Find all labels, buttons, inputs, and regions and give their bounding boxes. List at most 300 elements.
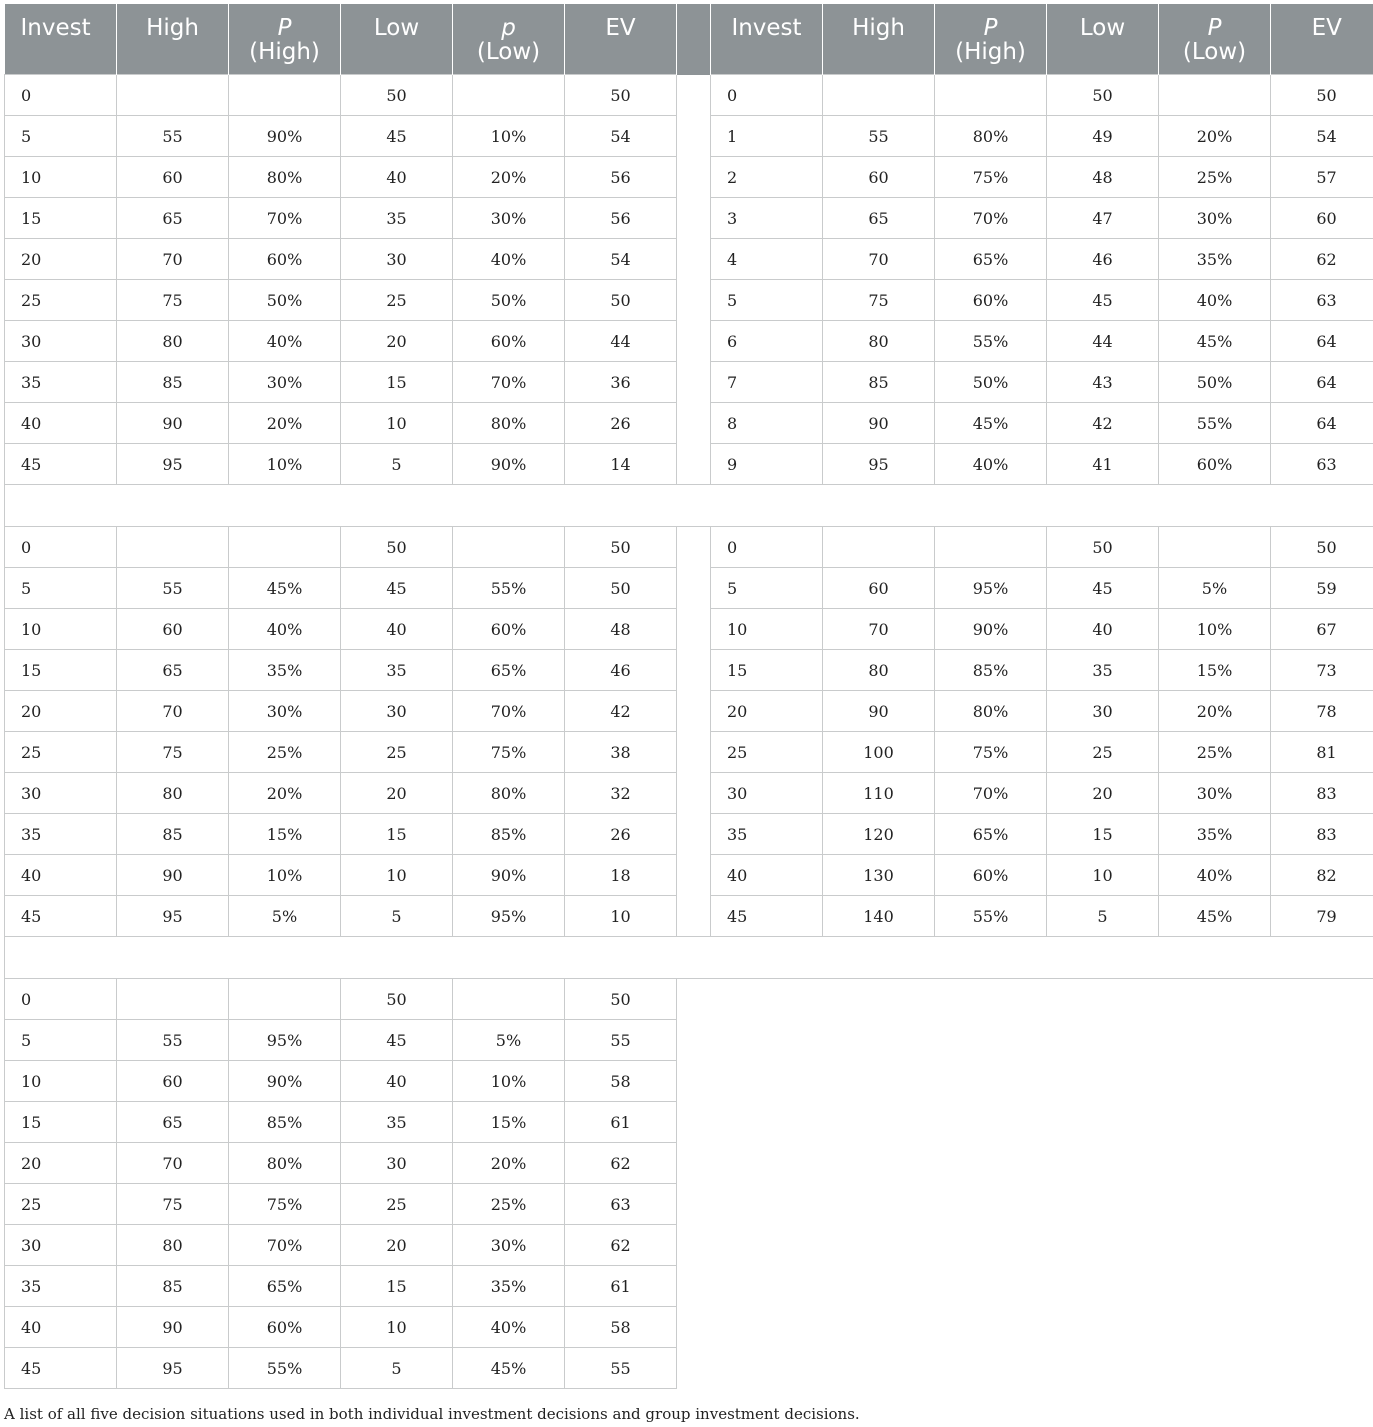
cell-low: 5: [1047, 896, 1159, 937]
cell-invest: 45: [711, 896, 823, 937]
cell-p-low: 60%: [453, 609, 565, 650]
cell-invest: 20: [5, 239, 117, 280]
cell-invest: 10: [5, 609, 117, 650]
cell-low: 15: [341, 814, 453, 855]
cell-p-low: 60%: [1159, 444, 1271, 485]
table-row: [5, 116, 1373, 157]
cell-ev: 50: [565, 568, 677, 609]
column-gap: [677, 239, 711, 280]
cell-high: 65: [117, 198, 229, 239]
cell-high: 70: [823, 239, 935, 280]
table-row: [5, 403, 1373, 444]
cell-ev: 83: [1271, 773, 1373, 814]
cell-low: 15: [341, 1266, 453, 1307]
cell-p-low: 20%: [453, 1143, 565, 1184]
cell-low: 40: [341, 609, 453, 650]
cell-p-low: 15%: [1159, 650, 1271, 691]
cell-p-high: 55%: [229, 1348, 341, 1389]
table-row: [5, 280, 1373, 321]
cell-p-low: 25%: [453, 1184, 565, 1225]
cell-ev: 81: [1271, 732, 1373, 773]
cell-p-low: 35%: [453, 1266, 565, 1307]
table-row: [5, 1184, 1373, 1225]
cell-ev: 60: [1271, 198, 1373, 239]
cell-low: 45: [341, 1020, 453, 1061]
cell-ev: 50: [565, 527, 677, 568]
cell-ev: 26: [565, 814, 677, 855]
cell-p-high: [935, 527, 1047, 568]
cell-p-low: 20%: [1159, 116, 1271, 157]
cell-p-high: 45%: [935, 403, 1047, 444]
cell-high: 110: [823, 773, 935, 814]
cell-high: 80: [117, 773, 229, 814]
cell-p-high: 60%: [935, 855, 1047, 896]
cell-p-high: 70%: [935, 198, 1047, 239]
cell-low: 49: [1047, 116, 1159, 157]
cell-invest: 5: [5, 1020, 117, 1061]
cell-low: 25: [341, 1184, 453, 1225]
cell-p-high: 60%: [935, 280, 1047, 321]
column-gap: [677, 1184, 1373, 1225]
cell-invest: 15: [5, 650, 117, 691]
cell-invest: 35: [5, 1266, 117, 1307]
cell-low: 30: [1047, 691, 1159, 732]
cell-high: 70: [117, 1143, 229, 1184]
header-invest-left: Invest: [5, 4, 117, 75]
cell-p-high: 80%: [229, 1143, 341, 1184]
cell-low: 45: [1047, 568, 1159, 609]
cell-p-high: 55%: [935, 321, 1047, 362]
cell-invest: 5: [5, 116, 117, 157]
cell-invest: 0: [711, 527, 823, 568]
column-gap: [677, 855, 711, 896]
table-row: [5, 568, 1373, 609]
cell-invest: 15: [5, 198, 117, 239]
cell-p-low: 20%: [1159, 691, 1271, 732]
cell-p-high: 80%: [935, 116, 1047, 157]
column-gap: [677, 609, 711, 650]
cell-p-low: 55%: [1159, 403, 1271, 444]
table-row: [5, 1143, 1373, 1184]
cell-p-high: 80%: [935, 691, 1047, 732]
cell-p-high: 95%: [229, 1020, 341, 1061]
cell-high: 95: [117, 444, 229, 485]
header-ev-right: EV: [1271, 4, 1373, 75]
cell-high: 90: [823, 403, 935, 444]
cell-ev: 50: [565, 280, 677, 321]
table-row: [5, 1061, 1373, 1102]
cell-p-low: 30%: [453, 1225, 565, 1266]
cell-invest: 5: [711, 568, 823, 609]
cell-invest: 9: [711, 444, 823, 485]
table-row: [5, 1102, 1373, 1143]
cell-p-high: 25%: [229, 732, 341, 773]
cell-p-high: 45%: [229, 568, 341, 609]
cell-p-low: [1159, 527, 1271, 568]
cell-p-low: 50%: [453, 280, 565, 321]
cell-p-high: 50%: [229, 280, 341, 321]
cell-high: 85: [117, 1266, 229, 1307]
cell-p-low: 40%: [453, 1307, 565, 1348]
cell-p-low: 25%: [1159, 732, 1271, 773]
cell-p-high: 65%: [229, 1266, 341, 1307]
cell-ev: 50: [565, 979, 677, 1020]
cell-p-low: 65%: [453, 650, 565, 691]
column-gap: [677, 444, 711, 485]
cell-low: 10: [1047, 855, 1159, 896]
header-p-low-left: p (Low): [453, 4, 565, 75]
cell-ev: 54: [565, 239, 677, 280]
cell-ev: 67: [1271, 609, 1373, 650]
cell-high: 100: [823, 732, 935, 773]
table-row: [5, 444, 1373, 485]
table-row: [5, 691, 1373, 732]
table-container: [4, 4, 1369, 1389]
column-gap: [677, 157, 711, 198]
cell-p-high: [229, 979, 341, 1020]
cell-low: 35: [341, 1102, 453, 1143]
cell-invest: 10: [5, 1061, 117, 1102]
cell-ev: 78: [1271, 691, 1373, 732]
cell-ev: 55: [565, 1020, 677, 1061]
header-p-high-left: P (High): [229, 4, 341, 75]
cell-p-high: 65%: [935, 814, 1047, 855]
cell-low: 20: [1047, 773, 1159, 814]
table-row: [5, 1225, 1373, 1266]
cell-ev: 14: [565, 444, 677, 485]
cell-low: 41: [1047, 444, 1159, 485]
cell-p-low: 70%: [453, 362, 565, 403]
separator-cell: [5, 485, 1373, 527]
cell-high: 60: [823, 157, 935, 198]
cell-p-high: 90%: [935, 609, 1047, 650]
cell-p-high: 15%: [229, 814, 341, 855]
cell-invest: 35: [711, 814, 823, 855]
cell-invest: 10: [711, 609, 823, 650]
cell-ev: 32: [565, 773, 677, 814]
cell-p-low: 90%: [453, 855, 565, 896]
cell-high: 60: [823, 568, 935, 609]
cell-p-high: 85%: [229, 1102, 341, 1143]
cell-p-low: 15%: [453, 1102, 565, 1143]
column-gap: [677, 527, 711, 568]
cell-high: 75: [823, 280, 935, 321]
cell-high: 80: [823, 650, 935, 691]
section-separator: [5, 485, 1373, 527]
cell-low: 20: [341, 321, 453, 362]
cell-p-low: [1159, 75, 1271, 116]
cell-high: 85: [823, 362, 935, 403]
cell-invest: 6: [711, 321, 823, 362]
cell-low: 45: [341, 568, 453, 609]
cell-p-low: 10%: [453, 116, 565, 157]
cell-high: 55: [117, 116, 229, 157]
cell-invest: 25: [5, 1184, 117, 1225]
cell-invest: 35: [5, 814, 117, 855]
cell-invest: 40: [5, 1307, 117, 1348]
cell-p-low: 75%: [453, 732, 565, 773]
cell-high: 80: [117, 321, 229, 362]
cell-ev: 18: [565, 855, 677, 896]
cell-low: 50: [341, 527, 453, 568]
cell-high: 70: [823, 609, 935, 650]
cell-high: 55: [823, 116, 935, 157]
cell-low: 46: [1047, 239, 1159, 280]
cell-low: 10: [341, 855, 453, 896]
cell-p-low: 85%: [453, 814, 565, 855]
cell-invest: 7: [711, 362, 823, 403]
cell-ev: 58: [565, 1061, 677, 1102]
table-row: [5, 527, 1373, 568]
cell-low: 44: [1047, 321, 1159, 362]
cell-ev: 56: [565, 198, 677, 239]
cell-p-low: 50%: [1159, 362, 1271, 403]
table-row: [5, 650, 1373, 691]
header-row: [5, 4, 1373, 75]
cell-invest: 2: [711, 157, 823, 198]
cell-invest: 25: [5, 732, 117, 773]
cell-p-high: 30%: [229, 691, 341, 732]
table-row: [5, 896, 1373, 937]
column-gap: [677, 773, 711, 814]
cell-p-low: 10%: [453, 1061, 565, 1102]
table-row: [5, 1307, 1373, 1348]
cell-p-high: 95%: [935, 568, 1047, 609]
cell-p-low: 20%: [453, 157, 565, 198]
column-gap: [677, 1143, 1373, 1184]
cell-high: 95: [117, 1348, 229, 1389]
cell-p-high: 40%: [935, 444, 1047, 485]
header-invest-right: Invest: [711, 4, 823, 75]
cell-p-high: [229, 527, 341, 568]
cell-invest: 0: [5, 979, 117, 1020]
cell-ev: 59: [1271, 568, 1373, 609]
column-gap: [677, 403, 711, 444]
cell-high: 75: [117, 280, 229, 321]
cell-ev: 64: [1271, 321, 1373, 362]
cell-low: 10: [341, 403, 453, 444]
column-gap: [677, 198, 711, 239]
column-gap: [677, 650, 711, 691]
table-row: [5, 75, 1373, 116]
cell-high: 90: [117, 403, 229, 444]
cell-p-high: 75%: [935, 732, 1047, 773]
cell-high: 65: [117, 650, 229, 691]
cell-p-low: 35%: [1159, 239, 1271, 280]
cell-p-low: 30%: [1159, 198, 1271, 239]
column-gap: [677, 896, 711, 937]
table-row: [5, 157, 1373, 198]
cell-high: 95: [117, 896, 229, 937]
table-row: [5, 198, 1373, 239]
cell-invest: 25: [711, 732, 823, 773]
cell-invest: 40: [711, 855, 823, 896]
cell-invest: 0: [711, 75, 823, 116]
table-row: [5, 1348, 1373, 1389]
cell-invest: 8: [711, 403, 823, 444]
cell-high: 80: [823, 321, 935, 362]
cell-p-low: 80%: [453, 403, 565, 444]
cell-invest: 20: [5, 1143, 117, 1184]
cell-ev: 63: [565, 1184, 677, 1225]
cell-ev: 44: [565, 321, 677, 362]
cell-high: 70: [117, 691, 229, 732]
column-gap: [677, 280, 711, 321]
cell-ev: 73: [1271, 650, 1373, 691]
cell-invest: 40: [5, 403, 117, 444]
column-gap: [677, 362, 711, 403]
cell-invest: 45: [5, 1348, 117, 1389]
cell-high: 60: [117, 1061, 229, 1102]
cell-ev: 62: [565, 1143, 677, 1184]
table-caption: A list of all five decision situations used in both individual investment decisions and group investment decisions.: [4, 1405, 860, 1423]
cell-p-high: 70%: [935, 773, 1047, 814]
cell-ev: 82: [1271, 855, 1373, 896]
cell-low: 42: [1047, 403, 1159, 444]
separator-cell: [5, 937, 1373, 979]
cell-low: 40: [1047, 609, 1159, 650]
table-body: [5, 75, 1373, 1389]
cell-high: 55: [117, 1020, 229, 1061]
cell-low: 20: [341, 773, 453, 814]
cell-invest: 30: [711, 773, 823, 814]
cell-p-high: 35%: [229, 650, 341, 691]
cell-p-high: 20%: [229, 773, 341, 814]
cell-high: 75: [117, 732, 229, 773]
cell-low: 5: [341, 444, 453, 485]
header-high-left: High: [117, 4, 229, 75]
cell-ev: 63: [1271, 444, 1373, 485]
cell-p-high: [935, 75, 1047, 116]
cell-p-high: 40%: [229, 321, 341, 362]
cell-ev: 61: [565, 1102, 677, 1143]
cell-low: 25: [1047, 732, 1159, 773]
header-high-right: High: [823, 4, 935, 75]
cell-low: 35: [341, 650, 453, 691]
section-separator: [5, 937, 1373, 979]
cell-p-high: [229, 75, 341, 116]
header-gap: [677, 4, 711, 75]
cell-ev: 50: [1271, 527, 1373, 568]
column-gap: [677, 321, 711, 362]
cell-ev: 54: [565, 116, 677, 157]
column-gap: [677, 732, 711, 773]
cell-p-high: 20%: [229, 403, 341, 444]
cell-p-low: 5%: [1159, 568, 1271, 609]
cell-p-low: 80%: [453, 773, 565, 814]
cell-invest: 35: [5, 362, 117, 403]
cell-low: 25: [341, 280, 453, 321]
cell-p-low: 70%: [453, 691, 565, 732]
cell-p-high: 85%: [935, 650, 1047, 691]
cell-p-low: 35%: [1159, 814, 1271, 855]
cell-p-low: [453, 75, 565, 116]
cell-high: 55: [117, 568, 229, 609]
cell-high: 130: [823, 855, 935, 896]
table-row: [5, 814, 1373, 855]
cell-high: 80: [117, 1225, 229, 1266]
cell-invest: 5: [5, 568, 117, 609]
cell-p-low: 40%: [1159, 280, 1271, 321]
cell-high: [823, 527, 935, 568]
cell-invest: 30: [5, 321, 117, 362]
cell-p-high: 65%: [935, 239, 1047, 280]
cell-invest: 20: [711, 691, 823, 732]
column-gap: [677, 979, 1373, 1020]
cell-p-high: 10%: [229, 444, 341, 485]
cell-p-high: 80%: [229, 157, 341, 198]
cell-p-high: 50%: [935, 362, 1047, 403]
cell-low: 43: [1047, 362, 1159, 403]
cell-ev: 36: [565, 362, 677, 403]
decision-situations-table: [4, 4, 1373, 1389]
cell-p-low: 30%: [453, 198, 565, 239]
cell-invest: 15: [711, 650, 823, 691]
cell-p-low: [453, 527, 565, 568]
cell-p-low: 60%: [453, 321, 565, 362]
cell-p-high: 90%: [229, 116, 341, 157]
column-gap: [677, 1266, 1373, 1307]
cell-ev: 83: [1271, 814, 1373, 855]
cell-invest: 25: [5, 280, 117, 321]
cell-invest: 0: [5, 75, 117, 116]
table-row: [5, 321, 1373, 362]
cell-high: 75: [117, 1184, 229, 1225]
table-row: [5, 855, 1373, 896]
column-gap: [677, 1307, 1373, 1348]
table-row: [5, 979, 1373, 1020]
cell-p-low: 30%: [1159, 773, 1271, 814]
cell-low: 50: [341, 75, 453, 116]
cell-invest: 30: [5, 773, 117, 814]
cell-high: 90: [117, 855, 229, 896]
table-row: [5, 732, 1373, 773]
cell-low: 30: [341, 1143, 453, 1184]
cell-ev: 61: [565, 1266, 677, 1307]
header-ev-left: EV: [565, 4, 677, 75]
cell-ev: 55: [565, 1348, 677, 1389]
cell-low: 15: [1047, 814, 1159, 855]
cell-high: [117, 979, 229, 1020]
cell-high: 85: [117, 814, 229, 855]
cell-invest: 45: [5, 444, 117, 485]
cell-high: 70: [117, 239, 229, 280]
cell-low: 47: [1047, 198, 1159, 239]
cell-ev: 10: [565, 896, 677, 937]
cell-low: 40: [341, 157, 453, 198]
cell-p-high: 60%: [229, 1307, 341, 1348]
table-row: [5, 362, 1373, 403]
cell-p-high: 70%: [229, 1225, 341, 1266]
table-row: [5, 773, 1373, 814]
cell-p-low: 95%: [453, 896, 565, 937]
column-gap: [677, 116, 711, 157]
cell-p-high: 30%: [229, 362, 341, 403]
cell-high: [117, 75, 229, 116]
cell-ev: 50: [1271, 75, 1373, 116]
cell-invest: 20: [5, 691, 117, 732]
column-gap: [677, 1020, 1373, 1061]
cell-high: [823, 75, 935, 116]
cell-p-high: 5%: [229, 896, 341, 937]
cell-ev: 56: [565, 157, 677, 198]
cell-high: 140: [823, 896, 935, 937]
table-row: [5, 239, 1373, 280]
cell-invest: 30: [5, 1225, 117, 1266]
cell-low: 50: [1047, 75, 1159, 116]
cell-low: 35: [341, 198, 453, 239]
cell-low: 45: [1047, 280, 1159, 321]
